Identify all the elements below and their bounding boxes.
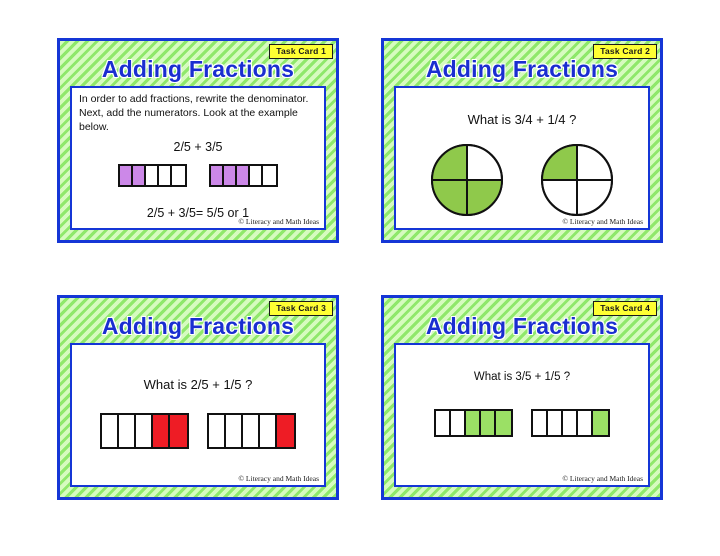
fraction-bar-model-3 xyxy=(72,413,324,449)
expression-bottom: 2/5 + 3/5= 5/5 or 1 xyxy=(146,206,250,220)
bar-cell xyxy=(159,166,172,185)
card-body-4 xyxy=(394,343,650,487)
credit-line: © Literacy and Math Ideas xyxy=(238,217,319,226)
fraction-bar-model-4 xyxy=(396,409,648,437)
expression-top: 2/5 + 3/5 xyxy=(173,140,223,154)
bar-cell xyxy=(209,415,226,447)
fraction-bar xyxy=(209,164,278,187)
bar-cell-shaded xyxy=(170,415,187,447)
question-text: What is 3/5 + 1/5 ? xyxy=(473,371,571,383)
card-title-3: Adding Fractions xyxy=(101,313,295,339)
card-body-3 xyxy=(70,343,326,487)
fraction-circle xyxy=(430,143,504,217)
bar-cell-shaded xyxy=(224,166,237,185)
task-card-4 xyxy=(381,295,663,500)
fraction-bar xyxy=(531,409,610,437)
bar-cell-shaded xyxy=(237,166,250,185)
bar-cell-shaded xyxy=(466,411,481,435)
fraction-bar xyxy=(434,409,513,437)
card-tag-2: Task Card 2 xyxy=(593,44,657,59)
fraction-circle-model-2 xyxy=(396,143,648,217)
bar-cell-shaded xyxy=(496,411,511,435)
bar-cell xyxy=(250,166,263,185)
bar-cell-shaded xyxy=(211,166,224,185)
credit-line: © Literacy and Math Ideas xyxy=(562,474,643,483)
bar-cell xyxy=(243,415,260,447)
bar-cell xyxy=(263,166,276,185)
bar-cell-shaded xyxy=(481,411,496,435)
card-title-1: Adding Fractions xyxy=(101,56,295,82)
card-tag-4: Task Card 4 xyxy=(593,301,657,316)
credit-line: © Literacy and Math Ideas xyxy=(238,474,319,483)
card-title-4: Adding Fractions xyxy=(425,313,619,339)
bar-cell-shaded xyxy=(153,415,170,447)
bar-cell xyxy=(533,411,548,435)
question-text: What is 3/4 + 1/4 ? xyxy=(467,112,577,127)
card-tag-1: Task Card 1 xyxy=(269,44,333,59)
bar-cell-shaded xyxy=(133,166,146,185)
fraction-bar xyxy=(207,413,296,449)
credit-line: © Literacy and Math Ideas xyxy=(562,217,643,226)
fraction-bar xyxy=(100,413,189,449)
task-card-2 xyxy=(381,38,663,243)
bar-cell xyxy=(436,411,451,435)
bar-cell xyxy=(136,415,153,447)
bar-cell xyxy=(451,411,466,435)
bar-cell-shaded xyxy=(120,166,133,185)
fraction-bar xyxy=(118,164,187,187)
bar-cell xyxy=(146,166,159,185)
task-card-1 xyxy=(57,38,339,243)
task-card-3 xyxy=(57,295,339,500)
intro-text: In order to add fractions, rewrite the denominator. Next, add the numerators. Look at the example below. xyxy=(79,93,309,134)
bar-cell xyxy=(578,411,593,435)
bar-cell-shaded xyxy=(593,411,608,435)
card-title-2: Adding Fractions xyxy=(425,56,619,82)
card-tag-3: Task Card 3 xyxy=(269,301,333,316)
bar-cell xyxy=(102,415,119,447)
fraction-circle xyxy=(540,143,614,217)
bar-cell xyxy=(548,411,563,435)
bar-cell-shaded xyxy=(277,415,294,447)
card-body-1 xyxy=(70,86,326,230)
bar-cell xyxy=(260,415,277,447)
question-text: What is 2/5 + 1/5 ? xyxy=(143,377,253,392)
bar-cell xyxy=(172,166,185,185)
fraction-bar-model-1 xyxy=(72,164,324,187)
bar-cell xyxy=(119,415,136,447)
bar-cell xyxy=(226,415,243,447)
bar-cell xyxy=(563,411,578,435)
card-body-2 xyxy=(394,86,650,230)
